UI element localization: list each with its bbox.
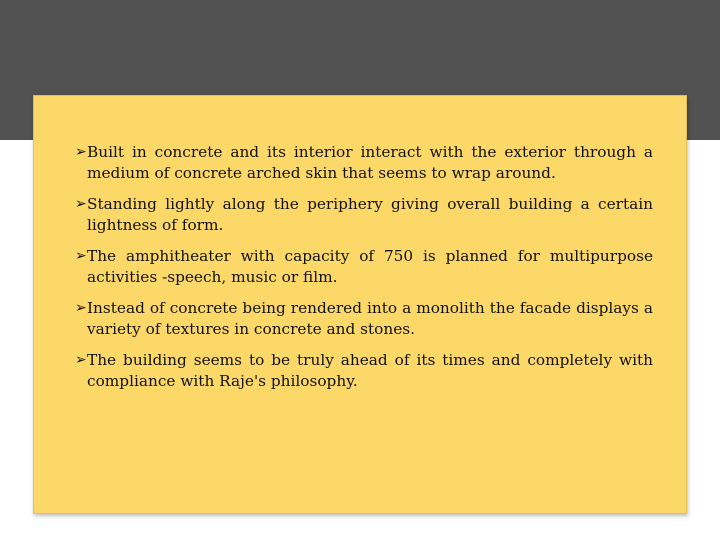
bullet-text: Instead of concrete being rendered into a monolith the facade displays a variety of textures in concrete and stones.	[87, 299, 653, 338]
list-item	[75, 194, 653, 236]
content-card	[33, 95, 687, 514]
bullet-text: The amphitheater with capacity of 750 is planned for multipurpose activities -speech, music or film.	[87, 247, 653, 286]
arrow-bullet-icon: ➢	[75, 300, 87, 316]
list-item	[75, 298, 653, 340]
arrow-bullet-icon: ➢	[75, 248, 87, 264]
bullet-list	[75, 142, 653, 402]
arrow-bullet-icon: ➢	[75, 352, 87, 368]
list-item	[75, 142, 653, 184]
list-item	[75, 350, 653, 392]
bullet-text: Built in concrete and its interior interact with the exterior through a medium of concrete arched skin that seems to wrap around.	[87, 143, 653, 182]
arrow-bullet-icon: ➢	[75, 144, 87, 160]
list-item	[75, 246, 653, 288]
bullet-text: Standing lightly along the periphery giving overall building a certain lightness of form.	[87, 195, 653, 234]
arrow-bullet-icon: ➢	[75, 196, 87, 212]
bullet-text: The building seems to be truly ahead of its times and completely with compliance with Raje's philosophy.	[87, 351, 653, 390]
